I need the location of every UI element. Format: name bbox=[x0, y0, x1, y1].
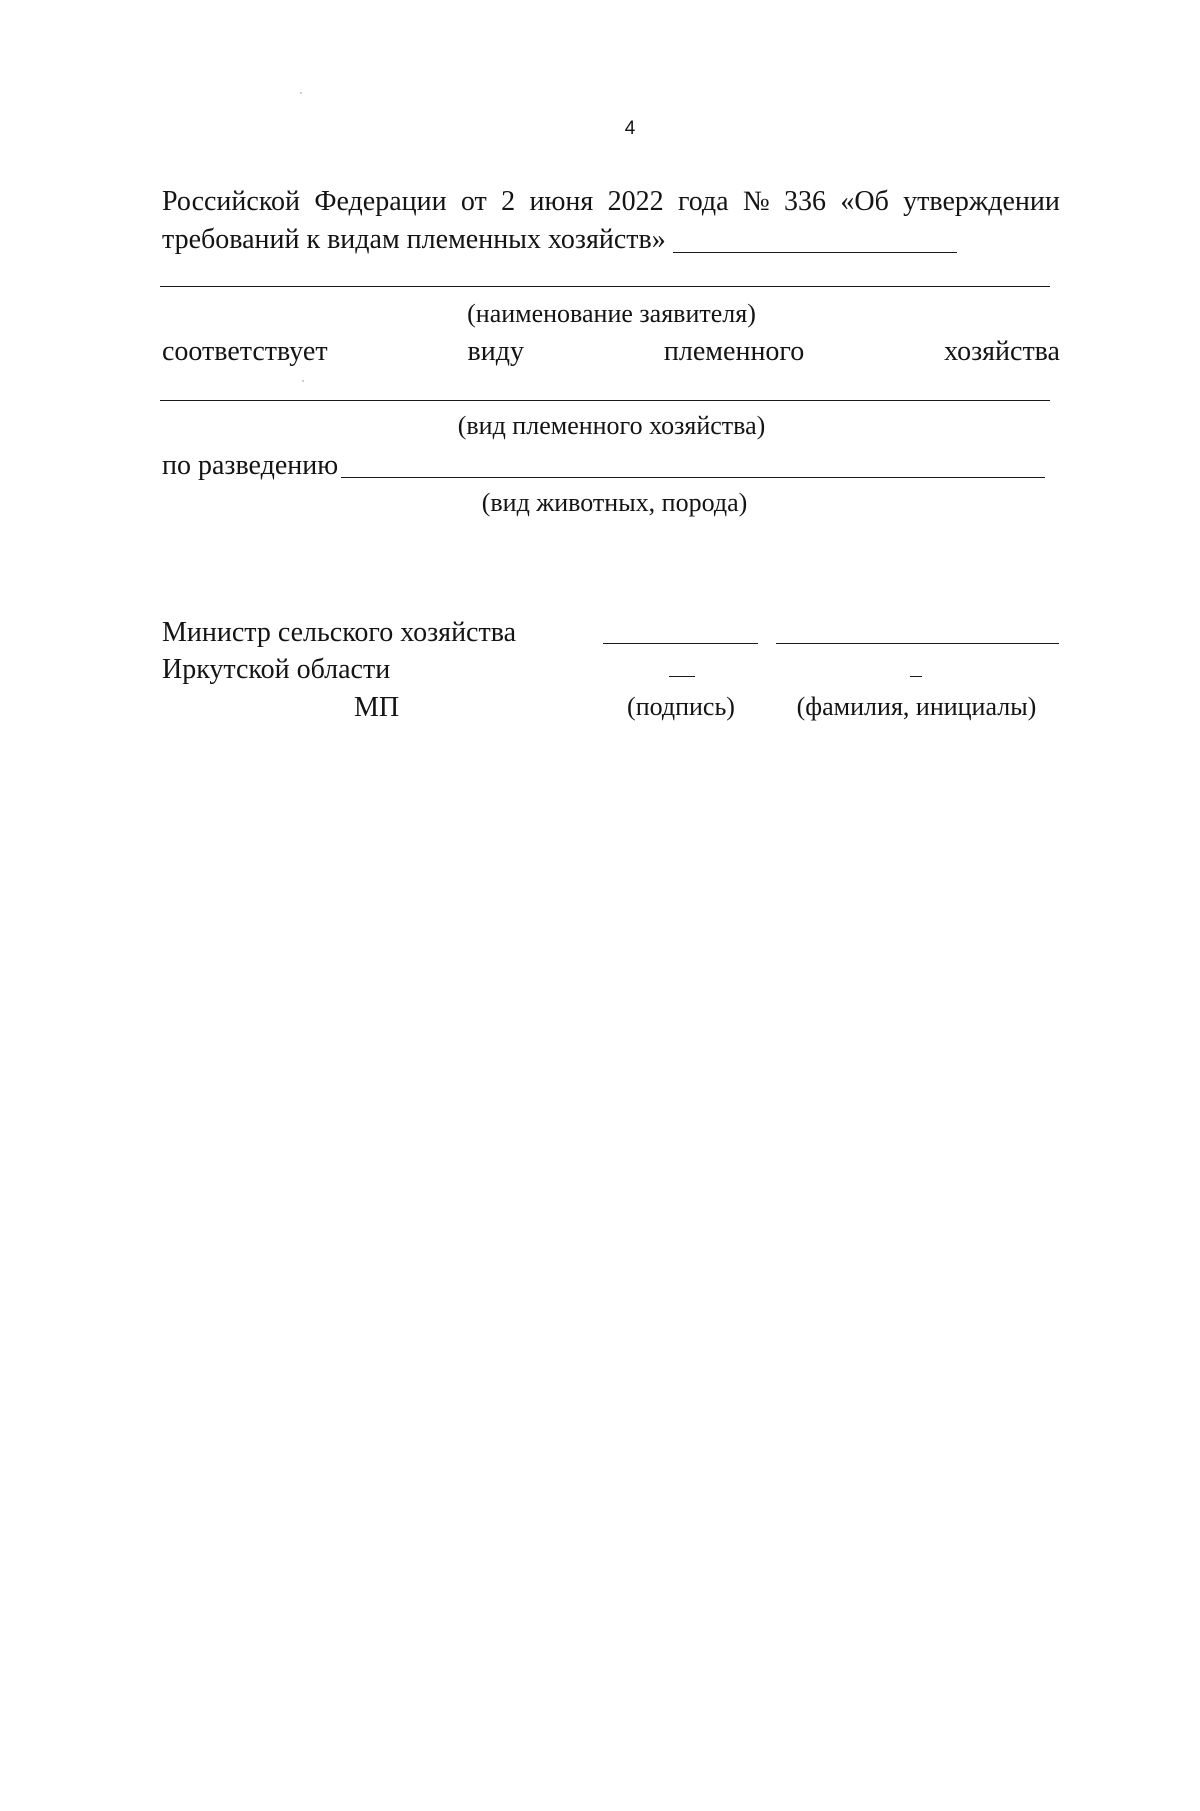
applicant-caption: (наименование заявителя) bbox=[467, 299, 756, 328]
conformity-word: хозяйства bbox=[944, 336, 1060, 367]
intro-word: от bbox=[460, 186, 487, 217]
signatory-title-line-1: Министр сельского хозяйства bbox=[162, 617, 516, 648]
blank-line-after-intro bbox=[673, 252, 957, 253]
intro-paragraph bbox=[162, 183, 1060, 221]
signature-line bbox=[603, 643, 758, 644]
signatory-title-line-2: Иркутской области bbox=[162, 654, 391, 685]
name-line-stub bbox=[910, 676, 922, 677]
breeding-caption: (вид животных, порода) bbox=[481, 488, 748, 517]
intro-line-1 bbox=[162, 183, 1060, 221]
intro-word: утверждении bbox=[903, 186, 1060, 217]
name-line bbox=[776, 643, 1059, 644]
scan-artifact bbox=[302, 380, 304, 382]
page-number: 4 bbox=[624, 118, 636, 139]
breeding-label: по разведению bbox=[162, 450, 339, 481]
conformity-word: виду bbox=[467, 336, 524, 367]
breeding-line bbox=[341, 477, 1045, 478]
intro-word: года bbox=[677, 186, 729, 217]
intro-word: Российской bbox=[162, 186, 300, 217]
intro-word: № bbox=[742, 186, 770, 217]
conformity-word: племенного bbox=[663, 336, 805, 367]
conformity-line bbox=[162, 333, 1060, 371]
intro-word: 2022 bbox=[607, 186, 664, 217]
intro-word: 336 bbox=[784, 186, 826, 217]
signature-line-stub bbox=[669, 676, 695, 677]
intro-word: «Об bbox=[840, 186, 889, 217]
intro-line-2: требований к видам племенных хозяйств» bbox=[162, 224, 666, 255]
intro-word: Федерации bbox=[314, 186, 447, 217]
intro-word: июня bbox=[529, 186, 594, 217]
farm-type-caption: (вид племенного хозяйства) bbox=[457, 411, 766, 440]
name-caption: (фамилия, инициалы) bbox=[796, 692, 1037, 721]
signature-caption: (подпись) bbox=[627, 692, 735, 721]
conformity-word: соответствует bbox=[162, 336, 328, 367]
stamp-placeholder: МП bbox=[354, 692, 400, 723]
applicant-name-line bbox=[160, 286, 1050, 287]
scan-artifact bbox=[300, 92, 302, 94]
intro-word: 2 bbox=[501, 186, 516, 217]
farm-type-line bbox=[160, 400, 1050, 401]
